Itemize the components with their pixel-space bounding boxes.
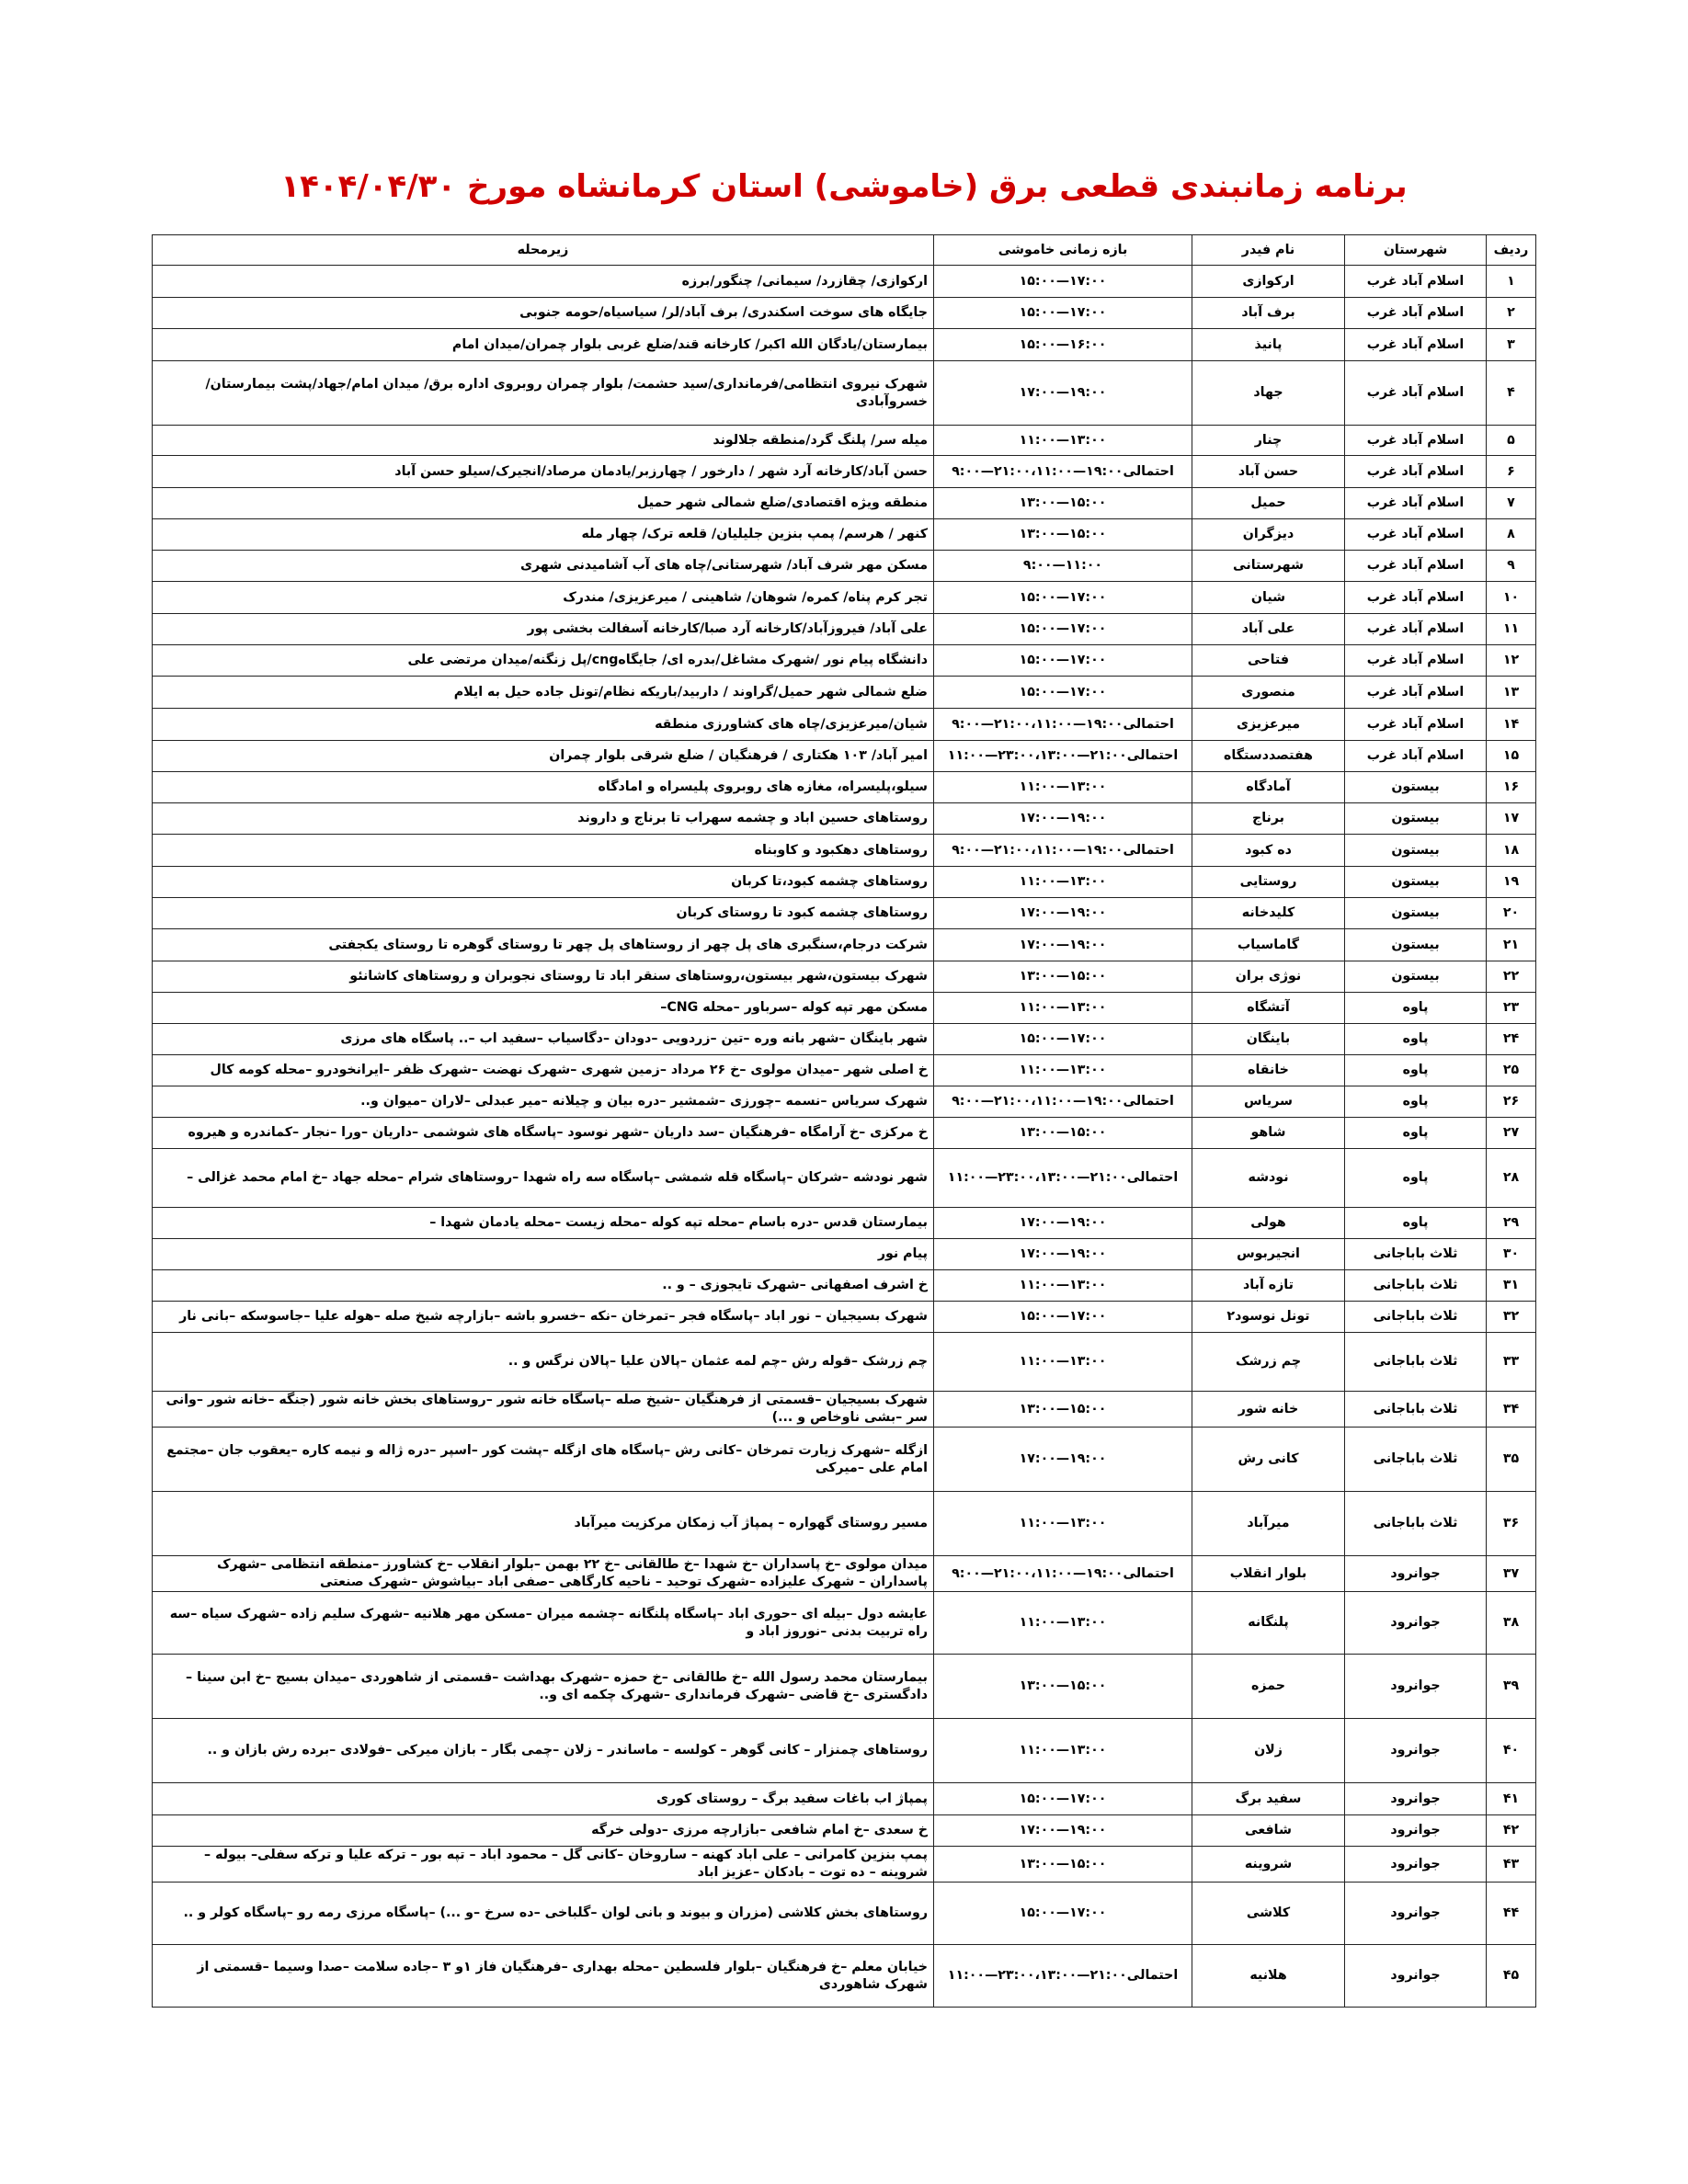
feeder-cell: پلنگانه <box>1192 1592 1345 1655</box>
outage-time-cell: احتمالی۲۱:۰۰—۲۳:۰۰،۱۳:۰۰—۱۱:۰۰ <box>934 1149 1192 1208</box>
area-cell: شهرک سریاس –نسمه –چورزی –شمشیر –دره بیان و چیلانه –میر عبدلی –لاران –میوان و.. <box>153 1086 934 1118</box>
row-number-cell: ۱۵ <box>1487 741 1536 772</box>
row-number-cell: ۱۴ <box>1487 709 1536 741</box>
city-cell: ثلاث باباجانی <box>1345 1239 1487 1270</box>
outage-time-cell: احتمالی۲۱:۰۰—۲۳:۰۰،۱۳:۰۰—۱۱:۰۰ <box>934 741 1192 772</box>
table-row <box>153 519 1536 551</box>
feeder-cell: علی آباد <box>1192 614 1345 645</box>
row-number-cell: ۱۱ <box>1487 614 1536 645</box>
area-cell: عایشه دول –بیله ای –حوری اباد –پاسگاه پلنگانه –چشمه میران –مسکن مهر هلانیه –شهرک سلیم زاده –شهرک سیاه –سه راه تربیت بدنی –نوروز اباد و <box>153 1592 934 1655</box>
outage-time-cell: ۱۳:۰۰—۱۵:۰۰ <box>934 1392 1192 1428</box>
feeder-cell: شاهو <box>1192 1118 1345 1149</box>
city-cell: اسلام آباد غرب <box>1345 298 1487 329</box>
city-cell: جوانرود <box>1345 1592 1487 1655</box>
area-cell: میدان مولوی –خ پاسداران –خ شهدا –خ طالقانی –خ ۲۲ بهمن –بلوار انقلاب –خ کشاورز –منطقه انتظامی –شهرک پاسداران – شهرک علیزاده –شهرک توحید – ناحیه کارگاهی –صفی اباد –بیاشوش –شهرک صنعتی <box>153 1556 934 1592</box>
table-row <box>153 1783 1536 1815</box>
city-cell: بیستون <box>1345 929 1487 961</box>
table-row <box>153 1149 1536 1208</box>
row-number-cell: ۲ <box>1487 298 1536 329</box>
row-number-cell: ۴۲ <box>1487 1815 1536 1847</box>
feeder-cell: هولی <box>1192 1208 1345 1239</box>
table-row <box>153 298 1536 329</box>
area-cell: منطقه ویژه اقتصادی/ضلع شمالی شهر حمیل <box>153 488 934 519</box>
area-cell: روستاهای بخش کلاشی (مزران و بیوند و بانی لوان –گلباخی –ده سرخ –و ...) –پاسگاه مرزی رمه رو –پاسگاه کولر و .. <box>153 1883 934 1945</box>
row-number-cell: ۷ <box>1487 488 1536 519</box>
outage-time-cell: ۱۷:۰۰—۱۹:۰۰ <box>934 929 1192 961</box>
city-cell: پاوه <box>1345 1118 1487 1149</box>
outage-time-cell: ۱۳:۰۰—۱۵:۰۰ <box>934 488 1192 519</box>
row-number-cell: ۱۳ <box>1487 677 1536 709</box>
area-cell: حسن آباد/کارخانه آرد شهر / دارخور / چهارزبر/یادمان مرصاد/انجیرک/سیلو حسن آباد <box>153 456 934 488</box>
city-cell: بیستون <box>1345 898 1487 929</box>
outage-time-cell: ۱۳:۰۰—۱۵:۰۰ <box>934 1118 1192 1149</box>
outage-time-cell: ۱۳:۰۰—۱۵:۰۰ <box>934 961 1192 993</box>
city-cell: جوانرود <box>1345 1783 1487 1815</box>
city-cell: پاوه <box>1345 1149 1487 1208</box>
row-number-cell: ۲۶ <box>1487 1086 1536 1118</box>
table-row <box>153 1392 1536 1428</box>
row-number-cell: ۱ <box>1487 266 1536 298</box>
outage-time-cell: ۱۱:۰۰—۱۳:۰۰ <box>934 772 1192 803</box>
outage-time-cell: ۱۵:۰۰—۱۷:۰۰ <box>934 266 1192 298</box>
row-number-cell: ۱۲ <box>1487 645 1536 677</box>
outage-time-cell: ۱۳:۰۰—۱۵:۰۰ <box>934 1847 1192 1883</box>
outage-schedule-table <box>152 234 1536 2008</box>
row-number-cell: ۲۸ <box>1487 1149 1536 1208</box>
table-row <box>153 582 1536 614</box>
outage-time-cell: ۱۵:۰۰—۱۷:۰۰ <box>934 582 1192 614</box>
city-cell: اسلام آباد غرب <box>1345 645 1487 677</box>
table-row <box>153 1492 1536 1556</box>
feeder-cell: ده کبود <box>1192 835 1345 867</box>
table-row <box>153 1055 1536 1086</box>
row-number-cell: ۱۶ <box>1487 772 1536 803</box>
table-row <box>153 1239 1536 1270</box>
table-row <box>153 1847 1536 1883</box>
city-cell: جوانرود <box>1345 1556 1487 1592</box>
row-number-cell: ۴۰ <box>1487 1719 1536 1783</box>
area-cell: چم زرشک –قوله رش –چم لمه عثمان –پالان علیا –پالان نرگس و .. <box>153 1333 934 1392</box>
row-number-cell: ۳۴ <box>1487 1392 1536 1428</box>
area-cell: بیمارستان/یادگان الله اکبر/ کارخانه قند/ضلع غربی بلوار چمران/میدان امام <box>153 329 934 361</box>
outage-time-cell: احتمالی۲۱:۰۰—۲۳:۰۰،۱۳:۰۰—۱۱:۰۰ <box>934 1945 1192 2008</box>
feeder-cell: کلیدخانه <box>1192 898 1345 929</box>
area-cell: سیلو،پلیسراه، مغازه های روبروی پلیسراه و امادگاه <box>153 772 934 803</box>
city-cell: پاوه <box>1345 1024 1487 1055</box>
table-row <box>153 1302 1536 1333</box>
feeder-cell: برناج <box>1192 803 1345 835</box>
feeder-cell: چنار <box>1192 426 1345 456</box>
outage-time-cell: ۱۵:۰۰—۱۷:۰۰ <box>934 677 1192 709</box>
feeder-cell: آتشگاه <box>1192 993 1345 1024</box>
area-cell: شهرک بسیجیان – نور اباد –پاسگاه فجر –تمرخان –نکه –خسرو باشه –بازارچه شیخ صله –هوله علیا –جاسوسکه –بانی نار <box>153 1302 934 1333</box>
row-number-cell: ۲۵ <box>1487 1055 1536 1086</box>
area-cell: روستاهای چمنزار – کانی گوهر – کولسه – ماساندر – زلان –چمی بگار – بازان میرکی –فولادی –برده رش بازان و .. <box>153 1719 934 1783</box>
outage-time-cell: احتمالی۱۹:۰۰—۲۱:۰۰،۱۱:۰۰—۹:۰۰ <box>934 709 1192 741</box>
area-cell: خ اصلی شهر –میدان مولوی –خ ۲۶ مرداد –زمین شهری –شهرک نهضت –شهرک ظفر –ایرانخودرو –محله کومه کال <box>153 1055 934 1086</box>
table-row <box>153 645 1536 677</box>
row-number-cell: ۸ <box>1487 519 1536 551</box>
area-cell: شهرک نیروی انتظامی/فرمانداری/سید حشمت/ بلوار چمران روبروی اداره برق/ میدان امام/جهاد/پشت بیمارستان/ خسروآبادی <box>153 361 934 426</box>
feeder-cell: جهاد <box>1192 361 1345 426</box>
row-number-cell: ۲۱ <box>1487 929 1536 961</box>
row-number-cell: ۳۷ <box>1487 1556 1536 1592</box>
outage-time-cell: ۱۷:۰۰—۱۹:۰۰ <box>934 361 1192 426</box>
row-number-cell: ۲۲ <box>1487 961 1536 993</box>
row-number-cell: ۳۹ <box>1487 1655 1536 1719</box>
outage-time-cell: ۱۵:۰۰—۱۷:۰۰ <box>934 1024 1192 1055</box>
feeder-cell: پانیذ <box>1192 329 1345 361</box>
outage-time-cell: ۱۱:۰۰—۱۳:۰۰ <box>934 1719 1192 1783</box>
feeder-cell: شیان <box>1192 582 1345 614</box>
feeder-cell: نودشه <box>1192 1149 1345 1208</box>
feeder-cell: دیزگران <box>1192 519 1345 551</box>
area-cell: خ اشرف اصفهانی –شهرک تایجوزی – و .. <box>153 1270 934 1302</box>
feeder-cell: انجیربوس <box>1192 1239 1345 1270</box>
row-number-cell: ۲۷ <box>1487 1118 1536 1149</box>
area-cell: بیمارستان محمد رسول الله –خ طالقانی –خ حمزه –شهرک بهداشت –قسمتی از شاهوردی –میدان بسیج –خ ابن سینا –دادگستری –خ قاضی –شهرک فرمانداری –شهرک چکمه ای و.. <box>153 1655 934 1719</box>
city-cell: ثلاث باباجانی <box>1345 1428 1487 1492</box>
feeder-cell: گاماسیاب <box>1192 929 1345 961</box>
city-cell: اسلام آباد غرب <box>1345 709 1487 741</box>
row-number-cell: ۴ <box>1487 361 1536 426</box>
city-cell: اسلام آباد غرب <box>1345 551 1487 582</box>
header-area: زیرمحله <box>153 235 934 266</box>
feeder-cell: شافعی <box>1192 1815 1345 1847</box>
table-body <box>153 266 1536 2008</box>
city-cell: پاوه <box>1345 1055 1487 1086</box>
outage-time-cell: ۱۷:۰۰—۱۹:۰۰ <box>934 898 1192 929</box>
area-cell: بیمارستان قدس –دره باسام –محله تپه کوله –محله زیست –محله یادمان شهدا – <box>153 1208 934 1239</box>
table-row <box>153 1719 1536 1783</box>
area-cell: شهر نودشه –شرکان –پاسگاه قله شمشی –پاسگاه سه راه شهدا –روستاهای شرام –محله جهاد –خ امام محمد غزالی – <box>153 1149 934 1208</box>
table-row <box>153 1333 1536 1392</box>
header-city: شهرستان <box>1345 235 1487 266</box>
city-cell: ثلاث باباجانی <box>1345 1302 1487 1333</box>
table-row <box>153 1428 1536 1492</box>
area-cell: شرکت درجام،سنگبری های پل چهر از روستاهای پل چهر تا روستای گوهره تا روستای یکجفتی <box>153 929 934 961</box>
city-cell: پاوه <box>1345 1086 1487 1118</box>
city-cell: جوانرود <box>1345 1945 1487 2008</box>
outage-time-cell: ۱۳:۰۰—۱۵:۰۰ <box>934 1655 1192 1719</box>
area-cell: ارکوازی/ چقازرد/ سیمانی/ چنگور/برزه <box>153 266 934 298</box>
city-cell: بیستون <box>1345 835 1487 867</box>
outage-time-cell: ۱۱:۰۰—۱۳:۰۰ <box>934 426 1192 456</box>
table-row <box>153 1945 1536 2008</box>
city-cell: ثلاث باباجانی <box>1345 1492 1487 1556</box>
feeder-cell: تازه آباد <box>1192 1270 1345 1302</box>
area-cell: مسکن مهر تپه کوله –سرباور –محله CNG– <box>153 993 934 1024</box>
area-cell: خ مرکزی –خ آرامگاه –فرهنگیان –سد داریان –شهر نوسود –پاسگاه های شوشمی –داریان –ورا –نجار –کماندره و هیروه <box>153 1118 934 1149</box>
table-row <box>153 1883 1536 1945</box>
area-cell: جایگاه های سوخت اسکندری/ برف آباد/لر/ سیاسیاه/حومه جنوبی <box>153 298 934 329</box>
table-row <box>153 1592 1536 1655</box>
outage-time-cell: ۱۱:۰۰—۱۳:۰۰ <box>934 1592 1192 1655</box>
row-number-cell: ۳۱ <box>1487 1270 1536 1302</box>
area-cell: پمپاژ اب باغات سفید برگ – روستای کوری <box>153 1783 934 1815</box>
row-number-cell: ۴۱ <box>1487 1783 1536 1815</box>
table-row <box>153 835 1536 867</box>
city-cell: جوانرود <box>1345 1847 1487 1883</box>
outage-time-cell: ۱۵:۰۰—۱۶:۰۰ <box>934 329 1192 361</box>
outage-time-cell: احتمالی۱۹:۰۰—۲۱:۰۰،۱۱:۰۰—۹:۰۰ <box>934 456 1192 488</box>
table-row <box>153 709 1536 741</box>
feeder-cell: سریاس <box>1192 1086 1345 1118</box>
feeder-cell: هفتصددستگاه <box>1192 741 1345 772</box>
area-cell: تجر کرم پناه/ کمره/ شوهان/ شاهینی / میرعزیزی/ مندرک <box>153 582 934 614</box>
header-feeder: نام فیدر <box>1192 235 1345 266</box>
outage-time-cell: ۱۷:۰۰—۱۹:۰۰ <box>934 803 1192 835</box>
city-cell: ثلاث باباجانی <box>1345 1392 1487 1428</box>
area-cell: مسیر روستای گهواره – پمپاژ آب زمکان مرکزیت میرآباد <box>153 1492 934 1556</box>
feeder-cell: برف آباد <box>1192 298 1345 329</box>
area-cell: خیابان معلم –خ فرهنگیان –بلوار فلسطین –محله بهداری –فرهنگیان فاز ۱و ۳ –جاده سلامت –صدا وسیما –قسمتی از شهرک شاهوردی <box>153 1945 934 2008</box>
outage-time-cell: ۱۳:۰۰—۱۵:۰۰ <box>934 519 1192 551</box>
city-cell: اسلام آباد غرب <box>1345 488 1487 519</box>
table-row <box>153 961 1536 993</box>
page-title: برنامه زمانبندی قطعی برق (خاموشی) استان کرمانشاه مورخ ۱۴۰۴/۰۴/۳۰ <box>280 168 1408 205</box>
row-number-cell: ۳۶ <box>1487 1492 1536 1556</box>
outage-time-cell: ۱۷:۰۰—۱۹:۰۰ <box>934 1239 1192 1270</box>
outage-time-cell: ۱۱:۰۰—۱۳:۰۰ <box>934 1492 1192 1556</box>
row-number-cell: ۹ <box>1487 551 1536 582</box>
feeder-cell: خانقاه <box>1192 1055 1345 1086</box>
city-cell: جوانرود <box>1345 1655 1487 1719</box>
city-cell: پاوه <box>1345 993 1487 1024</box>
feeder-cell: کانی رش <box>1192 1428 1345 1492</box>
city-cell: جوانرود <box>1345 1719 1487 1783</box>
city-cell: بیستون <box>1345 867 1487 898</box>
area-cell: پمپ بنزین کامرانی – علی اباد کهنه – ساروخان –کانی گل – محمود اباد – تپه بور – ترکه علیا و ترکه سفلی– بیوله – شروینه – ده توت – بادکان –عزیز اباد <box>153 1847 934 1883</box>
city-cell: پاوه <box>1345 1208 1487 1239</box>
area-cell: دانشگاه پیام نور /شهرک مشاغل/بدره ای/ جایگاهcng/پل زنگنه/میدان مرتضی علی <box>153 645 934 677</box>
row-number-cell: ۱۰ <box>1487 582 1536 614</box>
table-row <box>153 551 1536 582</box>
row-number-cell: ۲۹ <box>1487 1208 1536 1239</box>
outage-time-cell: ۱۵:۰۰—۱۷:۰۰ <box>934 1783 1192 1815</box>
feeder-cell: نوژی بران <box>1192 961 1345 993</box>
outage-time-cell: ۱۱:۰۰—۱۳:۰۰ <box>934 1055 1192 1086</box>
row-number-cell: ۴۴ <box>1487 1883 1536 1945</box>
feeder-cell: ارکوازی <box>1192 266 1345 298</box>
feeder-cell: چم زرشک <box>1192 1333 1345 1392</box>
feeder-cell: هلانیه <box>1192 1945 1345 2008</box>
feeder-cell: منصوری <box>1192 677 1345 709</box>
city-cell: اسلام آباد غرب <box>1345 741 1487 772</box>
table-row <box>153 426 1536 456</box>
outage-time-cell: ۱۵:۰۰—۱۷:۰۰ <box>934 1883 1192 1945</box>
feeder-cell: باینگان <box>1192 1024 1345 1055</box>
outage-time-cell: ۱۵:۰۰—۱۷:۰۰ <box>934 298 1192 329</box>
outage-time-cell: احتمالی۱۹:۰۰—۲۱:۰۰،۱۱:۰۰—۹:۰۰ <box>934 1086 1192 1118</box>
row-number-cell: ۵ <box>1487 426 1536 456</box>
outage-time-cell: ۹:۰۰—۱۱:۰۰ <box>934 551 1192 582</box>
table-row <box>153 1208 1536 1239</box>
city-cell: بیستون <box>1345 961 1487 993</box>
area-cell: میله سر/ پلنگ گرد/منطقه جلالوند <box>153 426 934 456</box>
city-cell: ثلاث باباجانی <box>1345 1333 1487 1392</box>
table-row <box>153 361 1536 426</box>
row-number-cell: ۴۵ <box>1487 1945 1536 2008</box>
outage-time-cell: ۱۵:۰۰—۱۷:۰۰ <box>934 1302 1192 1333</box>
feeder-cell: آمادگاه <box>1192 772 1345 803</box>
outage-time-cell: ۱۵:۰۰—۱۷:۰۰ <box>934 614 1192 645</box>
table-row <box>153 803 1536 835</box>
area-cell: کنهر / هرسم/ پمپ بنزین جلیلیان/ قلعه ترک/ چهار مله <box>153 519 934 551</box>
row-number-cell: ۳۰ <box>1487 1239 1536 1270</box>
city-cell: اسلام آباد غرب <box>1345 614 1487 645</box>
city-cell: اسلام آباد غرب <box>1345 677 1487 709</box>
city-cell: اسلام آباد غرب <box>1345 456 1487 488</box>
feeder-cell: حسن آباد <box>1192 456 1345 488</box>
table-row <box>153 1655 1536 1719</box>
area-cell: شهر باینگان –شهر بانه وره –تین –زردویی –دودان –دگاسیاب –سفید اب –.. پاسگاه های مرزی <box>153 1024 934 1055</box>
table-row <box>153 1556 1536 1592</box>
feeder-cell: فتاحی <box>1192 645 1345 677</box>
city-cell: اسلام آباد غرب <box>1345 266 1487 298</box>
area-cell: روستاهای دهکبود و کاوبناه <box>153 835 934 867</box>
city-cell: اسلام آباد غرب <box>1345 426 1487 456</box>
city-cell: اسلام آباد غرب <box>1345 582 1487 614</box>
outage-time-cell: احتمالی۱۹:۰۰—۲۱:۰۰،۱۱:۰۰—۹:۰۰ <box>934 1556 1192 1592</box>
table-row <box>153 867 1536 898</box>
table-row <box>153 266 1536 298</box>
feeder-cell: حمیل <box>1192 488 1345 519</box>
feeder-cell: حمزه <box>1192 1655 1345 1719</box>
feeder-cell: شروینه <box>1192 1847 1345 1883</box>
area-cell: پیام نور <box>153 1239 934 1270</box>
feeder-cell: سفید برگ <box>1192 1783 1345 1815</box>
area-cell: روستاهای حسین اباد و چشمه سهراب تا برناج و داروند <box>153 803 934 835</box>
row-number-cell: ۲۰ <box>1487 898 1536 929</box>
row-number-cell: ۳۳ <box>1487 1333 1536 1392</box>
header-row-number: ردیف <box>1487 235 1536 266</box>
row-number-cell: ۴۳ <box>1487 1847 1536 1883</box>
outage-time-cell: ۱۵:۰۰—۱۷:۰۰ <box>934 645 1192 677</box>
outage-time-cell: ۱۱:۰۰—۱۳:۰۰ <box>934 1333 1192 1392</box>
area-cell: روستاهای چشمه کبود،تا کربان <box>153 867 934 898</box>
row-number-cell: ۲۴ <box>1487 1024 1536 1055</box>
row-number-cell: ۲۳ <box>1487 993 1536 1024</box>
table-row <box>153 1086 1536 1118</box>
feeder-cell: روستایی <box>1192 867 1345 898</box>
area-cell: امیر آباد/ ۱۰۳ هکتاری / فرهنگیان / ضلع شرقی بلوار چمران <box>153 741 934 772</box>
feeder-cell: کلاشی <box>1192 1883 1345 1945</box>
area-cell: شهرک بسیجیان –قسمتی از فرهنگیان –شیخ صله –پاسگاه خانه شور –روستاهای بخش خانه شور (جنگه –خانه شور –وانی سر –بشی ناوخاص و ...) <box>153 1392 934 1428</box>
row-number-cell: ۶ <box>1487 456 1536 488</box>
area-cell: شیان/میرعزیزی/چاه های کشاورزی منطقه <box>153 709 934 741</box>
table-row <box>153 677 1536 709</box>
table-row <box>153 741 1536 772</box>
feeder-cell: شهرستانی <box>1192 551 1345 582</box>
city-cell: ثلاث باباجانی <box>1345 1270 1487 1302</box>
city-cell: جوانرود <box>1345 1883 1487 1945</box>
outage-time-cell: ۱۷:۰۰—۱۹:۰۰ <box>934 1815 1192 1847</box>
table-row <box>153 772 1536 803</box>
table-row <box>153 898 1536 929</box>
city-cell: اسلام آباد غرب <box>1345 361 1487 426</box>
table-row <box>153 929 1536 961</box>
area-cell: مسکن مهر شرف آباد/ شهرستانی/چاه های آب آشامیدنی شهری <box>153 551 934 582</box>
area-cell: علی آباد/ فیروزآباد/کارخانه آرد صبا/کارخانه آسفالت بخشی پور <box>153 614 934 645</box>
feeder-cell: زلان <box>1192 1719 1345 1783</box>
header-outage-time: بازه زمانی خاموشی <box>934 235 1192 266</box>
feeder-cell: میرعزیزی <box>1192 709 1345 741</box>
row-number-cell: ۳ <box>1487 329 1536 361</box>
row-number-cell: ۳۸ <box>1487 1592 1536 1655</box>
row-number-cell: ۱۹ <box>1487 867 1536 898</box>
table-row <box>153 993 1536 1024</box>
city-cell: بیستون <box>1345 803 1487 835</box>
table-row <box>153 1815 1536 1847</box>
row-number-cell: ۱۸ <box>1487 835 1536 867</box>
feeder-cell: میرآباد <box>1192 1492 1345 1556</box>
row-number-cell: ۳۲ <box>1487 1302 1536 1333</box>
table-row <box>153 1270 1536 1302</box>
table-row <box>153 456 1536 488</box>
area-cell: ضلع شمالی شهر حمیل/گراوند / داربید/باریکه نظام/تونل جاده حیل به ایلام <box>153 677 934 709</box>
outage-time-cell: ۱۱:۰۰—۱۳:۰۰ <box>934 867 1192 898</box>
city-cell: اسلام آباد غرب <box>1345 329 1487 361</box>
table-row <box>153 1024 1536 1055</box>
area-cell: روستاهای چشمه کبود تا روستای کربان <box>153 898 934 929</box>
city-cell: بیستون <box>1345 772 1487 803</box>
row-number-cell: ۳۵ <box>1487 1428 1536 1492</box>
row-number-cell: ۱۷ <box>1487 803 1536 835</box>
feeder-cell: خانه شور <box>1192 1392 1345 1428</box>
outage-time-cell: ۱۱:۰۰—۱۳:۰۰ <box>934 993 1192 1024</box>
outage-time-cell: ۱۷:۰۰—۱۹:۰۰ <box>934 1428 1192 1492</box>
table-row <box>153 614 1536 645</box>
outage-time-cell: ۱۱:۰۰—۱۳:۰۰ <box>934 1270 1192 1302</box>
area-cell: ازگله –شهرک زیارت تمرخان –کانی رش –پاسگاه های ازگله –پشت کور –اسپر –دره ژاله و نیمه کاره –یعقوب جان –مجتمع امام علی –میرکی <box>153 1428 934 1492</box>
table-row <box>153 1118 1536 1149</box>
table-row <box>153 329 1536 361</box>
area-cell: شهرک بیستون،شهر بیستون،روستاهای سنقر اباد تا روستای نجوبران و روستاهای کاشانئو <box>153 961 934 993</box>
outage-time-cell: ۱۷:۰۰—۱۹:۰۰ <box>934 1208 1192 1239</box>
outage-time-cell: احتمالی۱۹:۰۰—۲۱:۰۰،۱۱:۰۰—۹:۰۰ <box>934 835 1192 867</box>
table-row <box>153 488 1536 519</box>
table-header-row <box>153 235 1536 266</box>
area-cell: خ سعدی –خ امام شافعی –بازارچه مرزی –دولی خرگه <box>153 1815 934 1847</box>
feeder-cell: بلوار انقلاب <box>1192 1556 1345 1592</box>
city-cell: اسلام آباد غرب <box>1345 519 1487 551</box>
city-cell: جوانرود <box>1345 1815 1487 1847</box>
feeder-cell: تونل نوسود۲ <box>1192 1302 1345 1333</box>
